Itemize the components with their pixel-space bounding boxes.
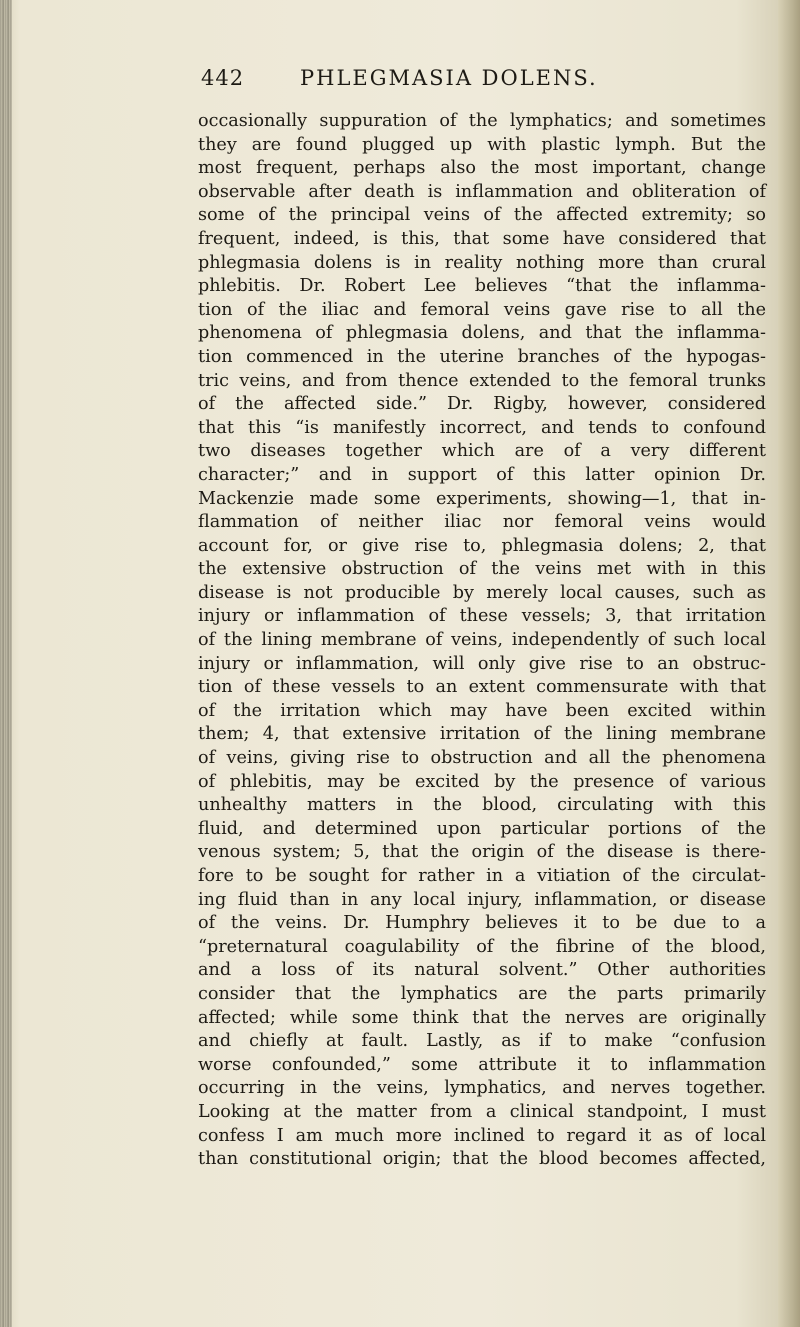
text-line: confess I am much more inclined to regard it as of local	[198, 1125, 766, 1146]
text-line: consider that the lymphatics are the parts primarily	[198, 983, 766, 1004]
text-line: ing fluid than in any local injury, inflammation, or disease	[198, 889, 766, 910]
text-line: phlegmasia dolens is in reality nothing more than crural	[198, 252, 766, 273]
text-line: phenomena of phlegmasia dolens, and that the inflamma-	[198, 323, 766, 344]
text-line: account for, or give rise to, phlegmasia dolens; 2, that	[198, 535, 766, 556]
text-line: of the affected side.” Dr. Rigby, however, considered	[198, 394, 766, 415]
text-line: fluid, and determined upon particular portions of the	[198, 818, 766, 839]
page-binding-edge	[0, 0, 12, 1327]
page-number: 442	[201, 66, 245, 90]
running-head: PHLEGMASIA DOLENS.	[300, 66, 598, 90]
text-line: fore to be sought for rather in a vitiation of the circulat-	[198, 866, 766, 886]
page-header	[201, 66, 681, 102]
body-text	[198, 110, 766, 1172]
text-line: injury or inflammation, will only give rise to an obstruc-	[198, 653, 766, 674]
page-fore-edge	[778, 0, 800, 1327]
text-line: injury or inflammation of these vessels; 3, that irritation	[198, 606, 766, 627]
text-line: affected; while some think that the nerves are originally	[198, 1007, 766, 1028]
text-line: unhealthy matters in the blood, circulating with this	[198, 795, 766, 816]
text-line: Mackenzie made some experiments, showing—1, that in-	[198, 488, 766, 509]
text-line: tion commenced in the uterine branches of the hypogas-	[198, 346, 766, 367]
text-line: most frequent, perhaps also the most important, change	[198, 158, 766, 179]
text-line: flammation of neither iliac nor femoral veins would	[198, 512, 766, 533]
text-line: Looking at the matter from a clinical standpoint, I must	[198, 1101, 766, 1122]
text-line: “preternatural coagulability of the fibrine of the blood,	[198, 936, 766, 957]
text-line: of veins, giving rise to obstruction and all the phenomena	[198, 748, 766, 769]
text-line: tion of these vessels to an extent commensurate with that	[198, 677, 766, 698]
text-line: worse confounded,” some attribute it to inflammation	[198, 1054, 766, 1075]
text-line: than constitutional origin; that the blood becomes affected,	[198, 1149, 766, 1170]
text-line: occasionally suppuration of the lymphatics; and sometimes	[198, 111, 766, 131]
text-line: of the lining membrane of veins, independently of such local	[198, 630, 766, 651]
text-line: tion of the iliac and femoral veins gave rise to all the	[198, 299, 766, 320]
text-line: observable after death is inflammation and obliteration of	[198, 181, 766, 202]
text-line: of the veins. Dr. Humphry believes it to be due to a	[198, 913, 766, 934]
text-line: phlebitis. Dr. Robert Lee believes “that the inflamma-	[198, 276, 766, 297]
text-line: disease is not producible by merely local causes, such as	[198, 582, 766, 603]
text-line: some of the principal veins of the affected extremity; so	[198, 205, 766, 226]
text-line: tric veins, and from thence extended to the femoral trunks	[198, 370, 766, 391]
text-line: character;” and in support of this latter opinion Dr.	[198, 464, 766, 485]
text-line: two diseases together which are of a very different	[198, 441, 766, 462]
text-line: the extensive obstruction of the veins met with in this	[198, 559, 766, 580]
text-line: venous system; 5, that the origin of the disease is there-	[198, 842, 766, 863]
text-line: and a loss of its natural solvent.” Other authorities	[198, 960, 766, 981]
text-line: and chiefly at fault. Lastly, as if to make “confusion	[198, 1031, 766, 1052]
text-line: them; 4, that extensive irritation of the lining membrane	[198, 724, 766, 745]
text-line: occurring in the veins, lymphatics, and nerves together.	[198, 1078, 766, 1099]
text-line: they are found plugged up with plastic lymph. But the	[198, 134, 766, 155]
text-line: of phlebitis, may be excited by the presence of various	[198, 771, 766, 792]
text-line: frequent, indeed, is this, that some have considered that	[198, 228, 766, 249]
text-line: that this “is manifestly incorrect, and tends to confound	[198, 417, 766, 438]
text-line: of the irritation which may have been excited within	[198, 700, 766, 721]
